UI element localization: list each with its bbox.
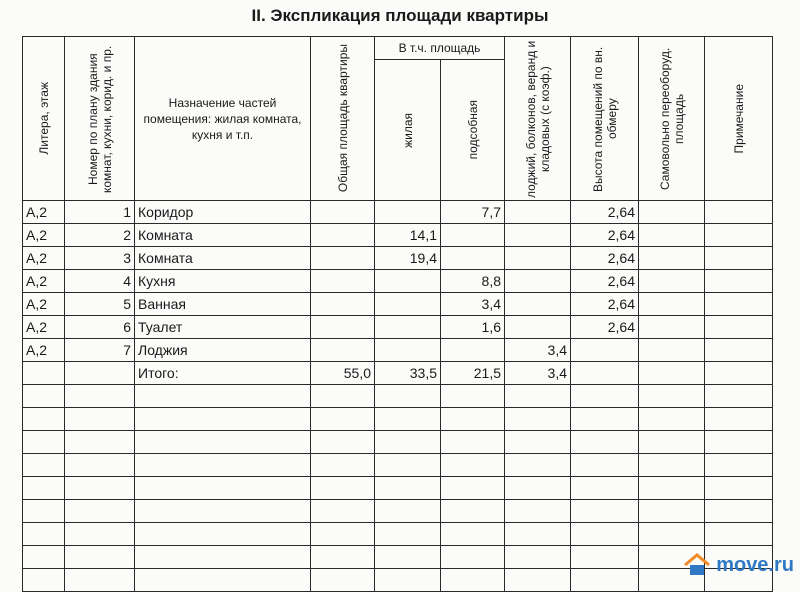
cell-name: Итого: [135, 362, 311, 385]
cell-nomer [65, 385, 135, 408]
empty-row [23, 477, 773, 500]
cell-vys: 2,64 [571, 201, 639, 224]
cell-samov [639, 477, 705, 500]
header-vysota: Высота помещений по вн. обмеру [571, 37, 639, 201]
cell-pods: 7,7 [441, 201, 505, 224]
cell-name [135, 546, 311, 569]
cell-litera [23, 431, 65, 454]
cell-samov [639, 385, 705, 408]
cell-lodzh [505, 385, 571, 408]
cell-zhil [375, 546, 441, 569]
table-row [23, 270, 773, 293]
cell-vys: 2,64 [571, 247, 639, 270]
cell-pods [441, 431, 505, 454]
cell-litera [23, 500, 65, 523]
cell-obsh [311, 408, 375, 431]
cell-nomer: 1 [65, 201, 135, 224]
cell-litera [23, 385, 65, 408]
cell-lodzh [505, 270, 571, 293]
empty-row [23, 408, 773, 431]
cell-zhil [375, 431, 441, 454]
header-samovolno: Самовольно переоборуд. площадь [639, 37, 705, 201]
cell-zhil [375, 293, 441, 316]
cell-prim [705, 270, 773, 293]
cell-litera [23, 546, 65, 569]
cell-pods: 21,5 [441, 362, 505, 385]
empty-row [23, 523, 773, 546]
cell-nomer [65, 523, 135, 546]
cell-samov [639, 454, 705, 477]
cell-litera: А,2 [23, 316, 65, 339]
cell-zhil [375, 339, 441, 362]
cell-name: Коридор [135, 201, 311, 224]
cell-prim [705, 477, 773, 500]
cell-name [135, 454, 311, 477]
cell-name: Комната [135, 247, 311, 270]
cell-samov [639, 293, 705, 316]
header-primechanie: Примечание [705, 37, 773, 201]
cell-obsh [311, 500, 375, 523]
cell-prim [705, 201, 773, 224]
empty-row [23, 569, 773, 592]
cell-vys [571, 408, 639, 431]
watermark-brand: move.ru [716, 553, 794, 576]
cell-vys [571, 431, 639, 454]
explication-table [22, 36, 773, 592]
header-naznachenie: Назначение частей помещения: жилая комната, кухня и т.п. [135, 37, 311, 201]
cell-zhil: 14,1 [375, 224, 441, 247]
cell-litera: А,2 [23, 247, 65, 270]
cell-prim [705, 224, 773, 247]
cell-litera [23, 408, 65, 431]
header-zhilaya: жилая [375, 60, 441, 201]
cell-obsh [311, 224, 375, 247]
cell-obsh [311, 247, 375, 270]
cell-zhil [375, 270, 441, 293]
cell-pods [441, 385, 505, 408]
cell-vys: 2,64 [571, 293, 639, 316]
cell-lodzh: 3,4 [505, 362, 571, 385]
cell-name: Кухня [135, 270, 311, 293]
cell-samov [639, 247, 705, 270]
cell-pods: 1,6 [441, 316, 505, 339]
cell-zhil [375, 201, 441, 224]
cell-obsh [311, 569, 375, 592]
watermark [683, 553, 794, 577]
cell-name [135, 500, 311, 523]
cell-lodzh [505, 523, 571, 546]
cell-lodzh [505, 477, 571, 500]
cell-litera [23, 362, 65, 385]
cell-name: Комната [135, 224, 311, 247]
cell-nomer: 4 [65, 270, 135, 293]
cell-samov [639, 408, 705, 431]
cell-prim [705, 408, 773, 431]
cell-nomer [65, 477, 135, 500]
cell-samov [639, 270, 705, 293]
cell-nomer [65, 546, 135, 569]
cell-name: Лоджия [135, 339, 311, 362]
cell-pods [441, 546, 505, 569]
cell-samov [639, 362, 705, 385]
cell-prim [705, 500, 773, 523]
cell-lodzh [505, 546, 571, 569]
cell-obsh [311, 546, 375, 569]
cell-zhil [375, 385, 441, 408]
cell-vys [571, 477, 639, 500]
cell-zhil [375, 523, 441, 546]
cell-name [135, 385, 311, 408]
cell-vys: 2,64 [571, 270, 639, 293]
cell-pods [441, 500, 505, 523]
empty-row [23, 385, 773, 408]
cell-pods: 3,4 [441, 293, 505, 316]
cell-lodzh [505, 408, 571, 431]
header-nomer: Номер по плану здания комнат, кухни, корид. и пр. [65, 37, 135, 201]
cell-litera: А,2 [23, 224, 65, 247]
cell-nomer [65, 431, 135, 454]
cell-prim [705, 523, 773, 546]
cell-pods [441, 339, 505, 362]
cell-nomer [65, 454, 135, 477]
cell-pods: 8,8 [441, 270, 505, 293]
cell-obsh [311, 523, 375, 546]
page-title: II. Экспликация площади квартиры [251, 6, 549, 25]
cell-prim [705, 339, 773, 362]
cell-obsh [311, 270, 375, 293]
cell-nomer: 7 [65, 339, 135, 362]
cell-lodzh [505, 569, 571, 592]
cell-litera: А,2 [23, 270, 65, 293]
cell-samov [639, 431, 705, 454]
cell-prim [705, 385, 773, 408]
cell-vys [571, 500, 639, 523]
cell-name [135, 523, 311, 546]
empty-row [23, 454, 773, 477]
cell-obsh [311, 293, 375, 316]
cell-pods [441, 408, 505, 431]
cell-samov [639, 500, 705, 523]
cell-prim [705, 431, 773, 454]
cell-lodzh [505, 500, 571, 523]
cell-vys [571, 523, 639, 546]
cell-prim [705, 454, 773, 477]
table-row [23, 201, 773, 224]
table-row [23, 316, 773, 339]
cell-name [135, 431, 311, 454]
table-row [23, 247, 773, 270]
cell-litera: А,2 [23, 201, 65, 224]
cell-vys [571, 339, 639, 362]
cell-obsh [311, 477, 375, 500]
cell-nomer [65, 408, 135, 431]
cell-lodzh [505, 247, 571, 270]
cell-nomer [65, 569, 135, 592]
cell-lodzh [505, 454, 571, 477]
empty-row [23, 546, 773, 569]
cell-lodzh [505, 431, 571, 454]
cell-lodzh [505, 316, 571, 339]
cell-nomer: 3 [65, 247, 135, 270]
cell-name [135, 477, 311, 500]
cell-zhil [375, 500, 441, 523]
total-row [23, 362, 773, 385]
cell-obsh: 55,0 [311, 362, 375, 385]
cell-litera: А,2 [23, 339, 65, 362]
header-litera: Литера, этаж [23, 37, 65, 201]
cell-zhil: 19,4 [375, 247, 441, 270]
cell-zhil [375, 477, 441, 500]
cell-zhil [375, 316, 441, 339]
cell-zhil [375, 569, 441, 592]
cell-samov [639, 339, 705, 362]
cell-pods [441, 477, 505, 500]
cell-vys [571, 569, 639, 592]
cell-litera [23, 569, 65, 592]
cell-lodzh: 3,4 [505, 339, 571, 362]
cell-litera: А,2 [23, 293, 65, 316]
cell-zhil: 33,5 [375, 362, 441, 385]
cell-pods [441, 523, 505, 546]
cell-lodzh [505, 224, 571, 247]
table-row [23, 339, 773, 362]
cell-name: Туалет [135, 316, 311, 339]
cell-nomer: 2 [65, 224, 135, 247]
header-vtch: В т.ч. площадь [375, 37, 505, 60]
cell-lodzh [505, 293, 571, 316]
house-icon [683, 553, 711, 577]
cell-samov [639, 201, 705, 224]
cell-nomer: 6 [65, 316, 135, 339]
cell-vys [571, 546, 639, 569]
cell-vys [571, 362, 639, 385]
cell-samov [639, 523, 705, 546]
cell-obsh [311, 316, 375, 339]
cell-prim [705, 362, 773, 385]
cell-litera [23, 477, 65, 500]
cell-vys [571, 385, 639, 408]
cell-samov [639, 224, 705, 247]
cell-zhil [375, 454, 441, 477]
empty-row [23, 500, 773, 523]
cell-prim [705, 247, 773, 270]
cell-name [135, 408, 311, 431]
cell-pods [441, 247, 505, 270]
cell-lodzh [505, 201, 571, 224]
table-row [23, 293, 773, 316]
cell-vys: 2,64 [571, 224, 639, 247]
cell-zhil [375, 408, 441, 431]
cell-litera [23, 523, 65, 546]
cell-obsh [311, 431, 375, 454]
table-row [23, 224, 773, 247]
header-obshaya: Общая площадь квартиры [311, 37, 375, 201]
empty-row [23, 431, 773, 454]
cell-litera [23, 454, 65, 477]
cell-obsh [311, 201, 375, 224]
cell-vys [571, 454, 639, 477]
cell-obsh [311, 339, 375, 362]
cell-nomer: 5 [65, 293, 135, 316]
cell-pods [441, 454, 505, 477]
cell-pods [441, 224, 505, 247]
cell-name [135, 569, 311, 592]
header-podsobnaya: подсобная [441, 60, 505, 201]
cell-prim [705, 316, 773, 339]
cell-vys: 2,64 [571, 316, 639, 339]
cell-obsh [311, 385, 375, 408]
cell-obsh [311, 454, 375, 477]
cell-prim [705, 293, 773, 316]
cell-nomer [65, 362, 135, 385]
cell-name: Ванная [135, 293, 311, 316]
cell-pods [441, 569, 505, 592]
cell-samov [639, 316, 705, 339]
cell-nomer [65, 500, 135, 523]
header-lodzhii: лоджий, болконов, веранд и кладовых (с коэф.) [505, 37, 571, 201]
